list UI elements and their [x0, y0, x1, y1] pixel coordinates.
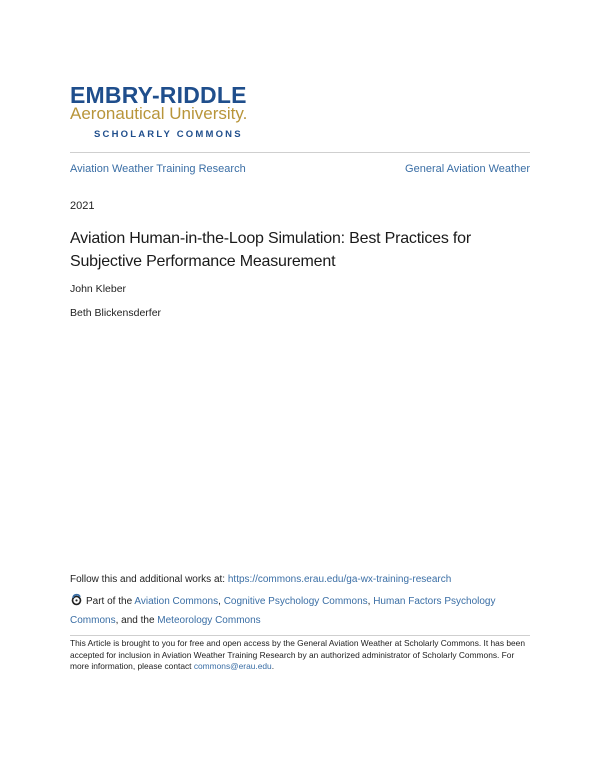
- erau-logo[interactable]: [70, 84, 330, 141]
- collection-link-general[interactable]: General Aviation Weather: [405, 163, 530, 175]
- access-notice: [70, 638, 530, 673]
- commons-link-meteorology[interactable]: Meteorology Commons: [157, 615, 261, 626]
- separator: ,: [367, 596, 374, 607]
- bottom-divider: [70, 635, 530, 636]
- follow-url-link[interactable]: https://commons.erau.edu/ga-wx-training-research: [227, 574, 452, 585]
- follow-text: Follow this and additional works at:: [70, 574, 228, 585]
- commons-link-human-factors[interactable]: Human Factors Psychology Commons: [70, 596, 496, 626]
- notice-end: .: [271, 661, 275, 671]
- collection-links: [70, 163, 530, 175]
- top-divider: [70, 152, 530, 153]
- follow-line: [70, 574, 451, 585]
- logo-wordmark: EMBRY-RIDDLE: [70, 82, 247, 108]
- separator: , and the: [115, 615, 158, 626]
- commons-link-cognitive-psychology[interactable]: Cognitive Psychology Commons: [223, 596, 368, 607]
- author-name: John Kleber: [70, 283, 127, 295]
- logo-university: Aeronautical University.: [70, 104, 248, 123]
- publication-year: 2021: [70, 200, 95, 212]
- notice-text: This Article is brought to you for free and open access by the General Aviation Weather at Scholarly Commons. It has been accepted for inclusion in Aviation Weather Training Research by an authorized administrator of Scholarly Commons. For more information, please contact: [70, 638, 525, 671]
- commons-link-aviation[interactable]: Aviation Commons: [134, 596, 219, 607]
- logo-scholarly-commons: SCHOLARLY COMMONS: [94, 129, 243, 140]
- contact-email-link[interactable]: commons@erau.edu: [193, 661, 272, 671]
- collection-link-research[interactable]: Aviation Weather Training Research: [70, 163, 246, 175]
- part-of-line: [70, 592, 525, 630]
- separator: ,: [218, 596, 224, 607]
- article-title: Aviation Human-in-the-Loop Simulation: Best Practices for Subjective Performance Measurement: [70, 230, 471, 270]
- open-access-icon: [70, 593, 83, 606]
- author-name: Beth Blickensderfer: [70, 307, 162, 319]
- part-of-prefix: Part of the: [86, 596, 135, 607]
